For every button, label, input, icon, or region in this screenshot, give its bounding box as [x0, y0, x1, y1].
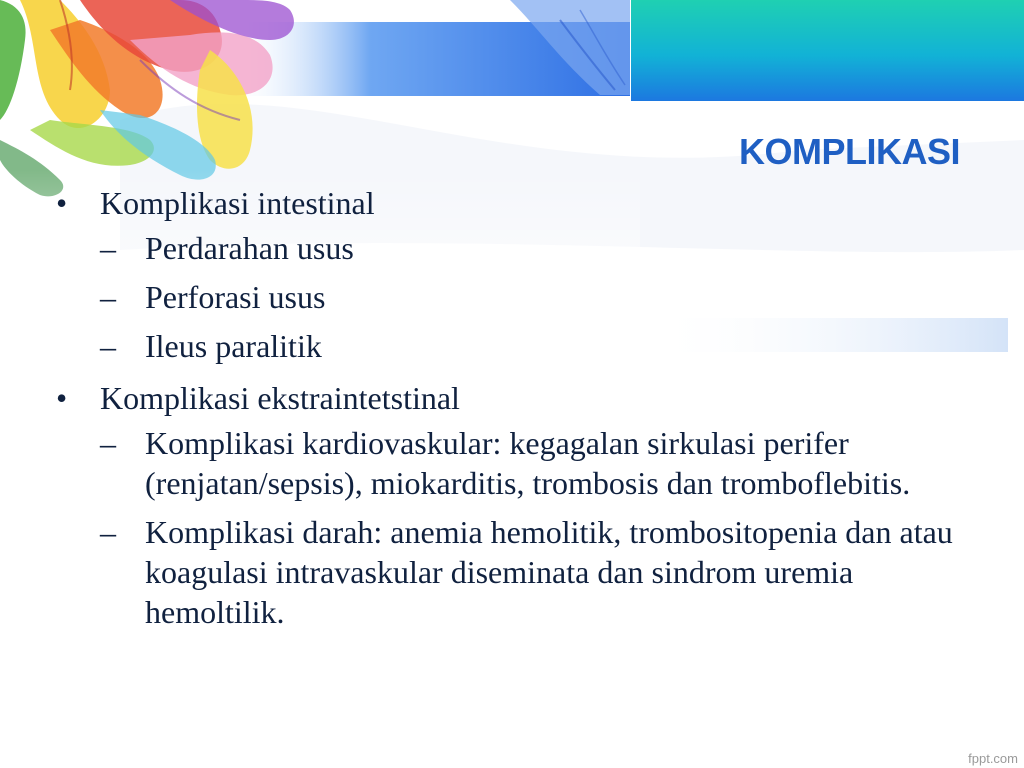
- sub-list-item-text: Perdarahan usus: [145, 230, 354, 266]
- list-item: [56, 375, 986, 632]
- list-item: [56, 180, 986, 366]
- list-item-text: Komplikasi intestinal: [100, 185, 375, 221]
- sub-list: [100, 228, 986, 366]
- dash-icon: –: [100, 230, 116, 266]
- sub-list-item: [100, 277, 986, 317]
- sub-list-item: [100, 512, 986, 632]
- bullet-icon: •: [56, 380, 68, 416]
- bullet-icon: •: [56, 185, 68, 221]
- dash-icon: –: [100, 328, 116, 364]
- sub-list-item-text: Perforasi usus: [145, 279, 326, 315]
- sub-list-item: [100, 326, 986, 366]
- sub-list-item: [100, 228, 986, 268]
- list-item-text: Komplikasi ekstraintetstinal: [100, 380, 460, 416]
- dash-icon: –: [100, 279, 116, 315]
- slide-title: KOMPLIKASI: [738, 131, 960, 172]
- sub-list-item-text: Komplikasi darah: anemia hemolitik, trombositopenia dan atau koagulasi intravaskular diseminata dan sindrom uremia hemoltilik.: [145, 514, 953, 630]
- sub-list-item-text: Komplikasi kardiovaskular: kegagalan sirkulasi perifer (renjatan/sepsis), miokarditis, trombosis dan tromboflebitis.: [145, 425, 911, 501]
- sub-list: [100, 423, 986, 632]
- footer-credit: fppt.com: [968, 751, 1018, 766]
- bullet-list: [56, 180, 986, 641]
- dash-icon: –: [100, 425, 116, 461]
- sub-list-item: [100, 423, 986, 503]
- dash-icon: –: [100, 514, 116, 550]
- sub-list-item-text: Ileus paralitik: [145, 328, 322, 364]
